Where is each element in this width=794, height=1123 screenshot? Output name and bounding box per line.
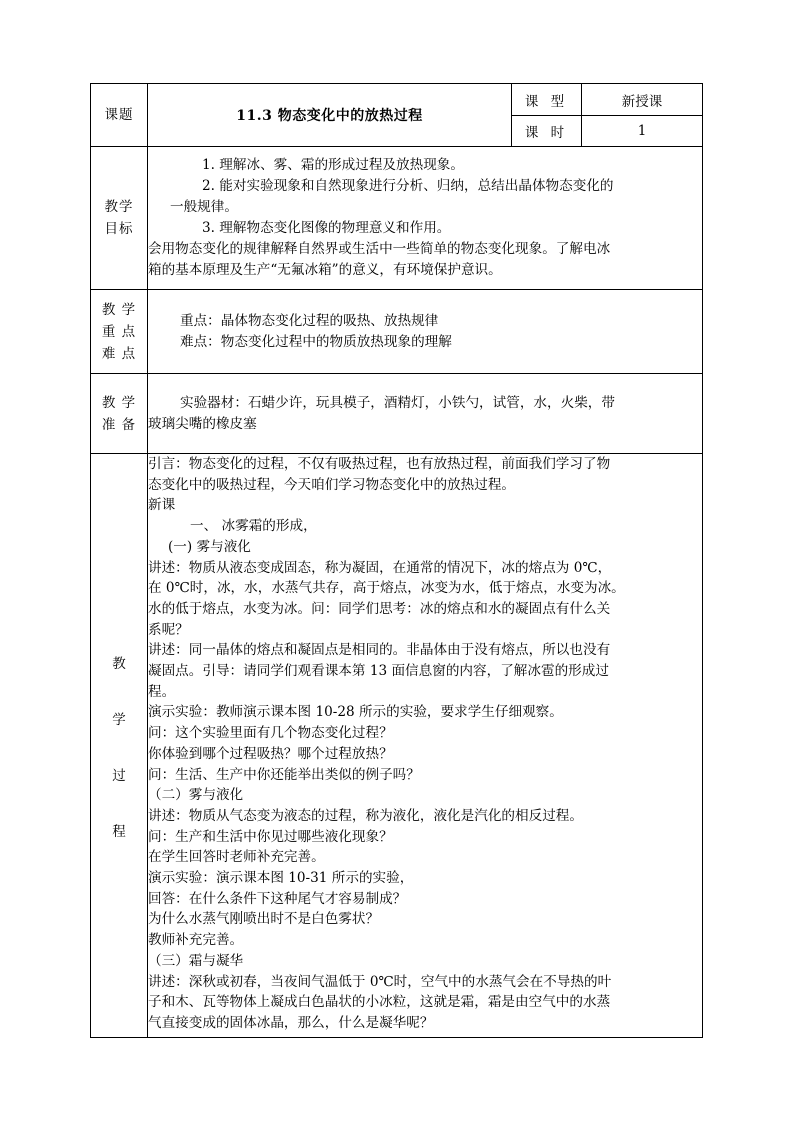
process-line: （三）霜与凝华: [148, 952, 244, 969]
process-label: [91, 454, 148, 1038]
process-label-char: 过: [112, 767, 126, 784]
goals-label-line2: 目标: [104, 221, 134, 237]
preparation-content: [148, 374, 703, 454]
process-line: 演示实验：演示课本图 10-31 所示的实验，: [148, 870, 414, 887]
keypoints-label-line: 重 点: [101, 323, 137, 340]
process-line: 态变化中的吸热过程，今天咱们学习物态变化中的放热过程。: [148, 476, 516, 493]
goal-item: 3. 理解物态变化图像的物理意义和作用。: [202, 220, 451, 236]
goals-label-line1: 教学: [104, 199, 134, 215]
keypoints-content: [148, 290, 703, 374]
process-line: 在 0℃时，冰，水，水蒸气共存，高于熔点，冰变为水，低于熔点，水变为冰。: [148, 580, 625, 597]
process-line: 讲述：物质从气态变为液态的过程，称为液化，液化是汽化的相反过程。: [148, 807, 583, 824]
goal-item: 一般规律。: [170, 199, 238, 215]
keypoints-label: [91, 290, 148, 374]
preparation-label-line: 教 学: [101, 394, 137, 411]
goals-label: [91, 147, 148, 290]
process-line: 问：这个实验里面有几个物态变化过程？: [148, 725, 393, 742]
process-line: 引言：物态变化的过程，不仅有吸热过程，也有放热过程，前面我们学习了物: [148, 456, 611, 472]
goal-item: 2. 能对实验现象和自然现象进行分析、归纳，总结出晶体物态变化的: [202, 178, 614, 194]
process-line: 程。: [148, 683, 176, 700]
process-line: 子和木、瓦等物体上凝成白色晶状的小冰粒，这就是霜，霜是由空气中的水蒸: [148, 994, 611, 1011]
hours-label: 课 时: [512, 116, 582, 147]
process-line: 回答：在什么条件下这种尾气才容易制成？: [148, 890, 407, 907]
prep-line: 玻璃尖嘴的橡皮塞: [148, 415, 257, 432]
process-line: 问：生活、生产中你还能举出类似的例子吗？: [148, 766, 420, 783]
process-label-char: 程: [112, 823, 126, 840]
process-line: 为什么水蒸气刚喷出时不是白色雾状？: [148, 911, 380, 928]
preparation-label-line: 准 备: [101, 416, 137, 433]
hours-value: 1: [582, 116, 703, 147]
process-line: 一、 冰雾霜的形成，: [190, 518, 317, 535]
process-line: 讲述：深秋或初春，当夜间气温低于 0℃时，空气中的水蒸气会在不导热的叶: [148, 973, 612, 990]
goal-item: 1. 理解冰、雾、霜的形成过程及放热现象。: [202, 157, 464, 173]
key-difficulty: 难点：物态变化过程中的物质放热现象的理解: [180, 333, 452, 350]
process-line: 讲述：物质从液态变成固态，称为凝固，在通常的情况下，冰的熔点为 0℃，: [148, 559, 612, 576]
process-line: (一) 雾与液化: [168, 538, 251, 555]
process-line: 教师补充完善。: [148, 932, 244, 949]
process-label-char: 教: [112, 655, 126, 672]
goals-content: [148, 147, 703, 290]
goal-item: 会用物态变化的规律解释自然界或生活中一些简单的物态变化现象。了解电冰: [148, 241, 611, 257]
process-line: 在学生回答时老师补充完善。: [148, 849, 325, 866]
goal-item: 箱的基本原理及生产“无氟冰箱”的意义，有环境保护意识。: [148, 262, 502, 278]
process-line: （二）雾与液化: [148, 787, 244, 804]
process-line: 水的低于熔点，水变为冰。问：同学们思考：冰的熔点和水的凝固点有什么关: [148, 600, 611, 617]
process-line: 凝固点。引导：请同学们观看课本第 13 面信息窗的内容，了解冰雹的形成过: [148, 663, 609, 680]
type-label: 课 型: [512, 84, 582, 116]
process-line: 讲述：同一晶体的熔点和凝固点是相同的。非晶体由于没有熔点，所以也没有: [148, 642, 611, 659]
process-line: 系呢？: [148, 621, 189, 638]
process-line: 你体验到哪个过程吸热？哪个过程放热？: [148, 745, 393, 762]
process-line: 新课: [148, 497, 176, 514]
keypoints-label-line: 教 学: [101, 301, 137, 318]
prep-line: 实验器材：石蜡少许，玩具模子，酒精灯，小铁勺，试管，水，火柴，带: [180, 394, 615, 411]
type-value: 新授课: [582, 84, 703, 116]
keypoints-label-line: 难 点: [101, 345, 137, 362]
process-line: 问：生产和生活中你见过哪些液化现象？: [148, 828, 393, 845]
process-label-char: 学: [112, 711, 126, 728]
lesson-plan-table: [90, 83, 703, 1038]
preparation-label: [91, 374, 148, 454]
process-line: 气直接变成的固体冰晶，那么，什么是凝华呢？: [148, 1014, 434, 1031]
course-title: 11.3 物态变化中的放热过程: [148, 84, 512, 147]
key-focus: 重点：晶体物态变化过程的吸热、放热规律: [180, 312, 439, 329]
process-line: 演示实验：教师演示课本图 10-28 所示的实验，要求学生仔细观察。: [148, 704, 563, 721]
process-content: [148, 454, 703, 1038]
course-label: 课题: [91, 84, 148, 147]
